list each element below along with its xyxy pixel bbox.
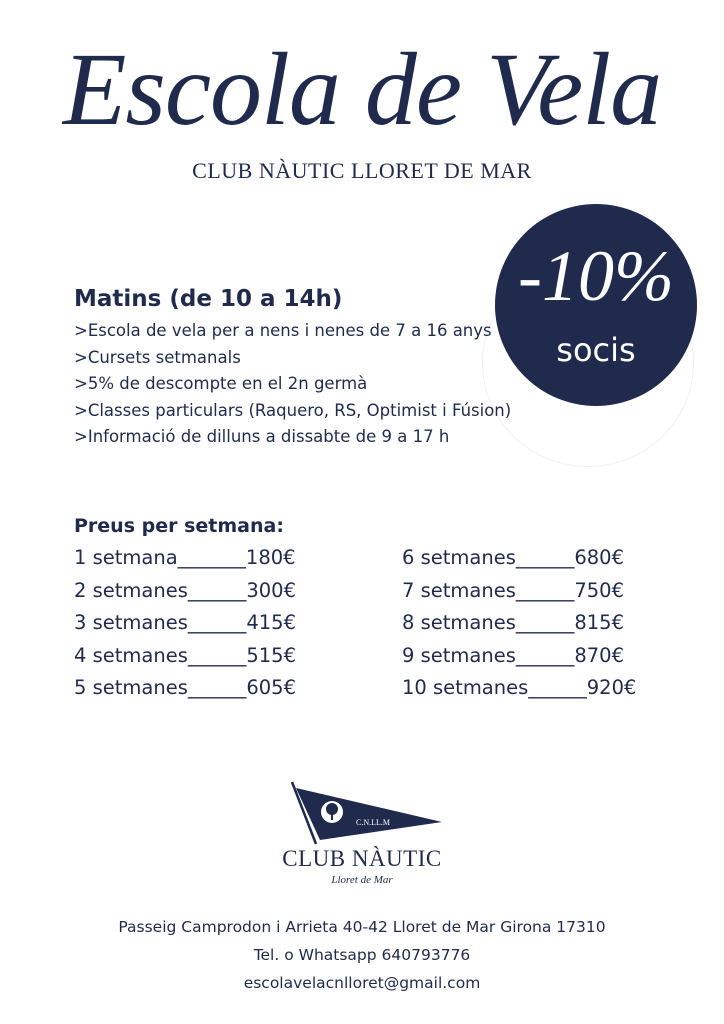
discount-badge [495,204,697,406]
logo-name: CLUB NÀUTIC [282,846,442,871]
price-list-left [74,542,296,705]
email-text: escolavelacnlloret@gmail.com [243,974,481,992]
pennant-flag-icon [296,788,442,840]
price-row: 6 setmanes______680€ [402,546,624,569]
address-text: Passeig Camprodon i Arrieta 40-42 Lloret de Mar Girona 17310 [118,918,606,936]
schedule-list [74,318,511,451]
price-row: 3 setmanes______415€ [74,611,296,634]
list-item: >Escola de vela per a nens i nenes de 7 a 16 anys [74,321,492,340]
list-item: >Cursets setmanals [74,347,241,367]
tree-emblem-icon [321,801,343,823]
schedule-title: Matins (de 10 a 14h) [74,286,343,312]
price-row: 5 setmanes______605€ [74,676,296,699]
club-subtitle: CLUB NÀUTIC LLORET DE MAR [192,158,532,183]
page-title: Escola de Vela [62,32,662,147]
price-row: 8 setmanes______815€ [402,611,624,634]
price-row: 10 setmanes______920€ [402,676,637,699]
badge-label: socis [556,331,636,369]
list-item: >Classes particulars (Raquero, RS, Optimist i Fúsion) [74,400,512,420]
footer-contact [0,913,724,997]
flag-text: C.N.LL.M [356,818,390,827]
price-row: 9 setmanes______870€ [402,643,624,667]
phone-text: Tel. o Whatsapp 640793776 [253,946,471,964]
price-row: 2 setmanes______300€ [74,578,296,602]
prices-title: Preus per setmana: [74,515,284,537]
price-list-right [402,542,636,705]
list-item: >Informació de dilluns a dissabte de 9 a 17 h [74,427,450,446]
price-row: 7 setmanes______750€ [402,578,624,602]
price-row: 4 setmanes______515€ [74,643,296,667]
list-item: >5% de descompte en el 2n germà [74,374,368,393]
logo-subtitle: Lloret de Mar [331,874,393,886]
price-row: 1 setmana_______180€ [74,546,296,569]
badge-discount: -10% [518,236,674,316]
